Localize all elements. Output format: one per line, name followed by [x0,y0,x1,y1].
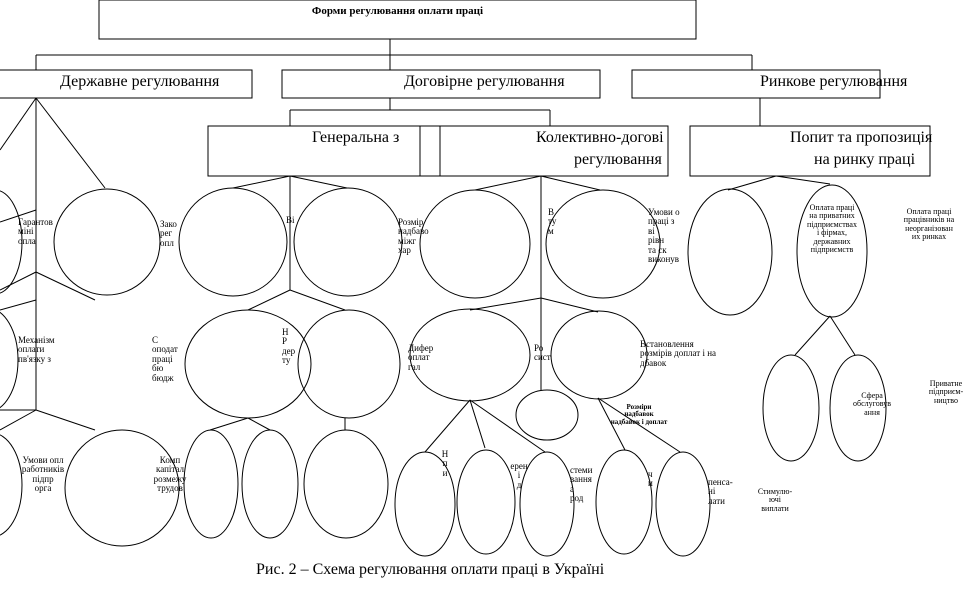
general-agreement-label: Генеральна з [312,129,400,146]
market-label-bonus-amounts: Розміри надбавок надбавок і доплат [610,403,668,426]
fragment-pay-conditions: Умови опл работників підпр орга [21,455,65,494]
fragment-differentiation: Дифер оплат гал [408,343,434,372]
fragment-eren: ерен і д [510,461,528,490]
collective-agreement-label-1: Колективно-догові [536,129,664,146]
fragment-working-conditions: Умови о праці з ві рівн та ск виконув [648,207,680,265]
market-circle-1 [688,189,772,315]
collective-circle-9 [656,452,710,556]
market-circle-3 [763,355,819,461]
general-circle-5 [184,430,238,538]
fragment-vi: Ві [286,215,295,225]
market-regulation-label: Ринкове регулювання [760,73,908,90]
fragment-ro-system: Ро сист [534,343,551,363]
fragment-guaranteed-minimum: Гарантов міні опла [18,217,53,246]
fragment-compensating: пенса- ні лати [708,477,733,506]
fragment-systems: стеми вання а род [570,465,593,504]
fragment-mechanism: Механізм оплати пв'язку з [18,335,55,364]
fragment-laws: Зако рег опл [160,219,177,248]
state-circle-3 [0,308,18,412]
fragment-bonuses-setting: Встановлення розмірів доплат і на дбавок [640,339,717,368]
general-circle-1 [179,188,287,296]
collective-circle-4 [551,311,647,399]
fragment-chi: ч и [648,469,653,489]
collective-circle-small [516,390,578,440]
general-circle-7 [304,430,388,538]
demand-supply-label-1: Попит та пропозиція [790,129,933,146]
collective-circle-8 [596,450,652,554]
general-circle-4 [298,310,400,418]
general-circle-6 [242,430,298,538]
figure-caption: Рис. 2 – Схема регулювання оплати праці в Україні [256,561,605,578]
contract-regulation-label: Договірне регулювання [404,73,565,90]
market-label-services: Сфера обслуговув ання [853,391,891,417]
state-regulation-label: Державне регулювання [60,73,220,90]
general-circle-2 [294,188,402,296]
collective-agreement-label-2: регулювання [574,151,662,168]
market-label-private-firms: Оплата праці на приватних підприємствах і фірмах, державних підприємств [807,203,857,254]
fragment-allowances: Розмір надбаво міжг хар [398,217,429,256]
fragment-v-tu-m: В ту м [548,207,557,236]
market-label-entrepreneurship: Приватне підприєм- ництво [928,379,964,405]
demand-supply-label-2: на ринку праці [814,151,916,168]
state-circle-2 [54,189,160,295]
fragment-taxation: С оподат праці бю бюдж [152,335,178,383]
fragment-compensation: Комп капітал розмежу трудов [153,455,187,494]
market-label-unorganized: Оплата праці працівників на неорганізован их ринках [903,207,955,242]
market-label-incentive: Стимулю- ючі виплати [757,487,793,513]
collective-circle-2 [546,190,660,298]
fragment-n-r: Н Р дер ту [282,327,296,366]
collective-circle-6 [457,450,515,554]
top-box-title: Форми регулювання оплати праці [311,5,484,17]
fragment-n-p-i: Н п и [441,449,449,478]
